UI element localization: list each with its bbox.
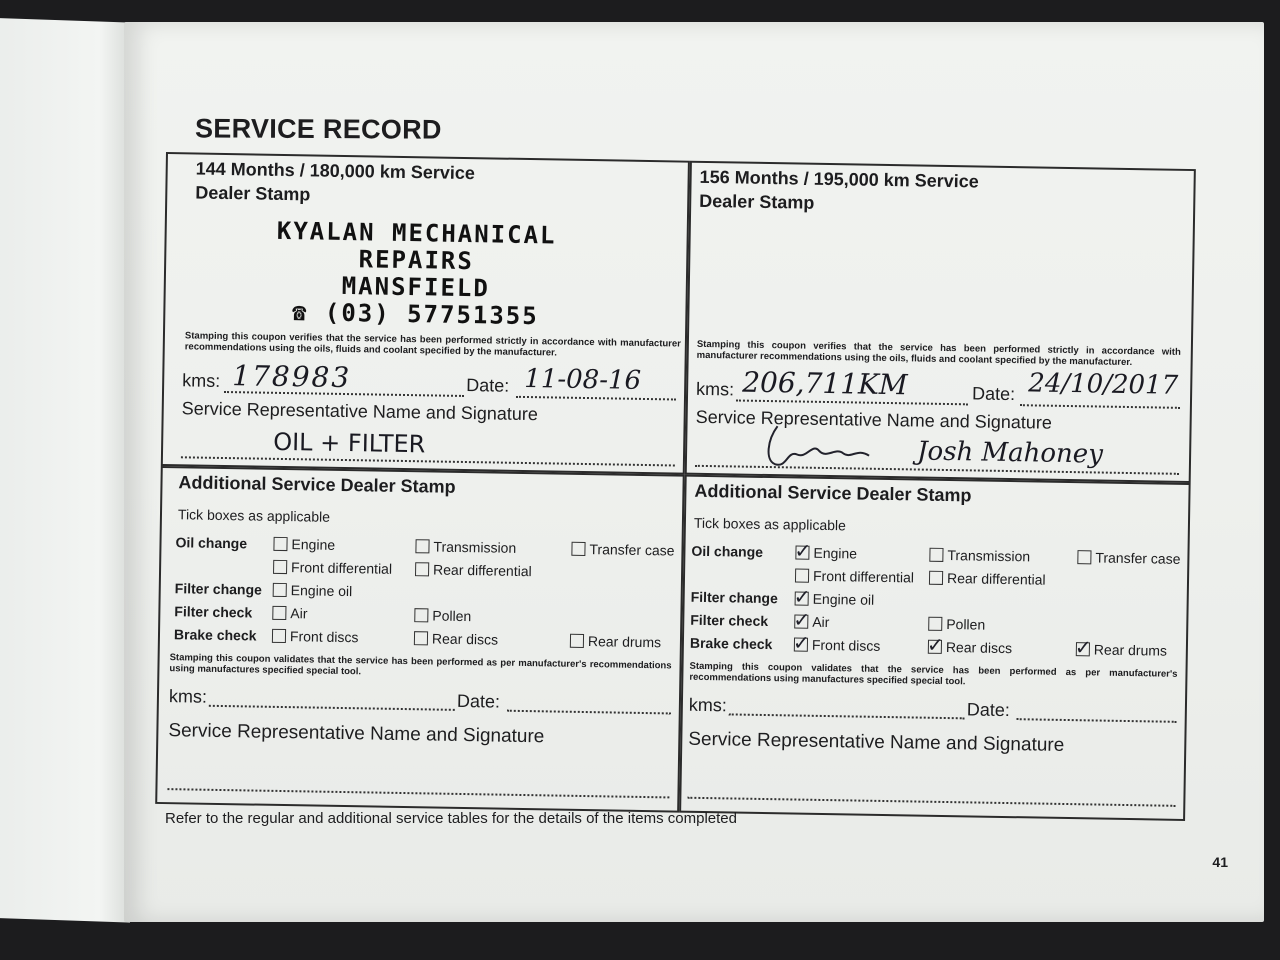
checkbox-box[interactable] [571, 542, 585, 556]
rep-dotted-line [181, 456, 675, 466]
service-heading-144: 144 Months / 180,000 km Service [195, 158, 476, 184]
checkbox-box[interactable] [928, 617, 942, 631]
checkbox-box[interactable] [273, 560, 287, 574]
rep-label: Service Representative Name and Signature [168, 720, 545, 748]
tick-mark-icon: ✓ [793, 607, 811, 632]
date-dotted-line [507, 710, 671, 715]
front-differential-checkbox[interactable] [273, 559, 392, 577]
transmission-checkbox[interactable] [415, 538, 516, 556]
rep-label: Service Representative Name and Signature [181, 398, 539, 425]
engine-oil-checkbox[interactable] [273, 582, 353, 599]
checkbox-label: Rear differential [946, 570, 1046, 588]
date-dotted-line [516, 396, 676, 401]
checkbox-label: Rear differential [432, 561, 532, 580]
date-dotted-line [1017, 718, 1177, 723]
dealer-stamp [265, 218, 567, 331]
stamp-note: Stamping this coupon verifies that the service has been performed strictly in accordance with manufacturer recommendations using the oils, fluids and coolant specified by the manufacturer. [184, 330, 681, 359]
checkbox-label: Rear drums [1093, 641, 1168, 659]
brake-check-label: Brake check [689, 634, 773, 653]
rear-differential-checkbox[interactable] [415, 561, 532, 579]
rep-dotted-line [167, 788, 669, 798]
tick-mark-icon: ✓ [1074, 635, 1092, 660]
kms-dotted-line [209, 705, 455, 711]
service-record-grid [155, 152, 1196, 827]
left-page-edge [0, 17, 130, 922]
checkbox-box[interactable] [1077, 550, 1091, 564]
oil-change-label: Oil change [175, 534, 248, 552]
checkbox-label: Front discs [811, 636, 881, 654]
stamp-line: MANSFIELD [341, 271, 491, 303]
checkbox-box[interactable] [795, 568, 809, 582]
kms-value: 178983 [232, 359, 352, 395]
tick-mark-icon: ✓ [926, 632, 944, 657]
rear-discs-checkbox[interactable] [926, 632, 1013, 657]
checkbox-box[interactable] [273, 537, 287, 551]
kms-value: 206,711KM [741, 365, 908, 402]
page-number: 41 [1212, 854, 1228, 870]
filter-change-label: Filter change [690, 588, 778, 607]
kms-label: kms: [168, 686, 208, 707]
stamp-line: REPAIRS [358, 245, 475, 276]
rear-drums-checkbox[interactable] [570, 633, 661, 651]
date-label: Date: [466, 375, 510, 396]
rear-discs-checkbox[interactable] [414, 630, 498, 647]
date-value: 11-08-16 [524, 363, 642, 396]
transfer-case-checkbox[interactable] [1077, 549, 1180, 567]
tick-mark-icon: ✓ [793, 584, 811, 609]
checkbox-label: Engine [291, 536, 336, 553]
service-heading-156: 156 Months / 195,000 km Service [699, 166, 979, 192]
air-checkbox[interactable] [793, 607, 830, 632]
checkbox-label: Front differential [812, 567, 915, 586]
validate-note: Stamping this coupon validates that the service has been performed as per manufacturer's recommendations using manufactures specified special tool. [689, 660, 1178, 688]
checkbox-box[interactable] [272, 629, 286, 643]
checkbox-label: Transfer case [589, 541, 675, 559]
service-box-144 [161, 152, 690, 475]
kms-dotted-line [729, 713, 965, 719]
checkbox-box[interactable] [926, 632, 944, 657]
tick-mark-icon: ✓ [792, 630, 810, 655]
filter-check-label: Filter check [174, 603, 253, 621]
additional-box-left [155, 466, 685, 813]
front-discs-checkbox[interactable] [792, 630, 881, 655]
checkbox-label: Engine oil [812, 590, 875, 608]
front-differential-checkbox[interactable] [795, 567, 914, 585]
date-label: Date: [971, 383, 1016, 405]
dealer-stamp-label: Dealer Stamp [699, 190, 815, 213]
tick-mark-icon: ✓ [794, 538, 812, 563]
checkbox-label: Front discs [289, 628, 359, 646]
date-label: Date: [966, 699, 1011, 721]
rep-label: Service Representative Name and Signature [688, 728, 1065, 756]
checkbox-box[interactable] [570, 634, 584, 648]
kms-label: kms: [182, 370, 221, 391]
page-title: SERVICE RECORD [194, 113, 442, 145]
date-label: Date: [456, 690, 501, 712]
checkbox-label: Rear drums [587, 633, 662, 651]
kms-label: kms: [695, 378, 735, 400]
tick-note: Tick boxes as applicable [693, 514, 847, 534]
checkbox-label: Transfer case [1095, 549, 1181, 567]
checkbox-box[interactable] [272, 606, 286, 620]
checkbox-box[interactable] [414, 608, 428, 622]
pollen-checkbox[interactable] [414, 607, 471, 624]
engine-checkbox[interactable] [794, 538, 858, 563]
additional-box-right [679, 475, 1191, 821]
filter-check-label: Filter check [690, 611, 769, 630]
checkbox-label: Engine oil [290, 582, 353, 600]
engine-oil-checkbox[interactable] [793, 584, 875, 609]
rep-value: Josh Mahoney [916, 436, 1104, 470]
rep-value: OIL + FILTER [272, 427, 426, 459]
checkbox-label: Front differential [291, 559, 393, 577]
footer-note: Refer to the regular and additional service tables for the details of the items completed [165, 810, 737, 827]
date-value: 24/10/2017 [1028, 368, 1179, 401]
filter-change-label: Filter change [174, 580, 263, 598]
checkbox-box[interactable] [792, 630, 810, 655]
rep-dotted-line [687, 797, 1175, 807]
stamp-note: Stamping this coupon verifies that the service has been performed strictly in accordance with manufacturer recommendations using the oils, fluids and coolant specified by the manufacturer. [696, 338, 1181, 369]
checkbox-box[interactable] [794, 538, 812, 563]
date-dotted-line [1020, 404, 1180, 409]
kms-label: kms: [688, 694, 728, 716]
dealer-stamp-label: Dealer Stamp [195, 182, 311, 205]
stamp-line: KYALAN MECHANICAL [276, 216, 557, 250]
engine-checkbox[interactable] [273, 536, 335, 553]
checkbox-box[interactable] [929, 571, 943, 585]
additional-heading: Additional Service Dealer Stamp [178, 472, 456, 497]
checkbox-box[interactable] [415, 562, 429, 576]
rear-differential-checkbox[interactable] [929, 570, 1046, 588]
checkbox-box[interactable] [1074, 635, 1092, 660]
checkbox-label: Rear discs [431, 630, 499, 648]
brake-check-label: Brake check [173, 626, 257, 644]
checkbox-label: Rear discs [945, 638, 1013, 657]
checkbox-box[interactable] [415, 539, 429, 553]
oil-change-label: Oil change [691, 542, 764, 560]
checkbox-box[interactable] [793, 607, 811, 632]
checkbox-label: Transmission [433, 538, 517, 556]
checkbox-box[interactable] [929, 548, 943, 562]
service-box-156 [685, 161, 1196, 483]
tick-note: Tick boxes as applicable [177, 506, 331, 525]
checkbox-label: Transmission [947, 547, 1031, 565]
additional-heading: Additional Service Dealer Stamp [694, 480, 972, 506]
front-discs-checkbox[interactable] [272, 628, 359, 645]
air-checkbox[interactable] [272, 605, 307, 622]
checkbox-label: Pollen [432, 607, 472, 625]
rear-drums-checkbox[interactable] [1074, 635, 1168, 660]
pollen-checkbox[interactable] [928, 616, 985, 633]
stamp-phone: ☎ (03) 57751355 [291, 298, 539, 331]
transfer-case-checkbox[interactable] [571, 541, 674, 559]
transmission-checkbox[interactable] [929, 547, 1030, 565]
checkbox-label: Air [290, 605, 308, 622]
checkbox-label: Engine [813, 544, 858, 562]
checkbox-box[interactable] [414, 631, 428, 645]
validate-note: Stamping this coupon validates that the service has been performed as per manufacturer's recommendations using manufactures specified special tool. [169, 652, 672, 678]
rep-label: Service Representative Name and Signature [695, 406, 1053, 433]
checkbox-label: Air [812, 613, 830, 631]
checkbox-box[interactable] [793, 584, 811, 609]
checkbox-box[interactable] [273, 583, 287, 597]
checkbox-label: Pollen [946, 616, 986, 633]
